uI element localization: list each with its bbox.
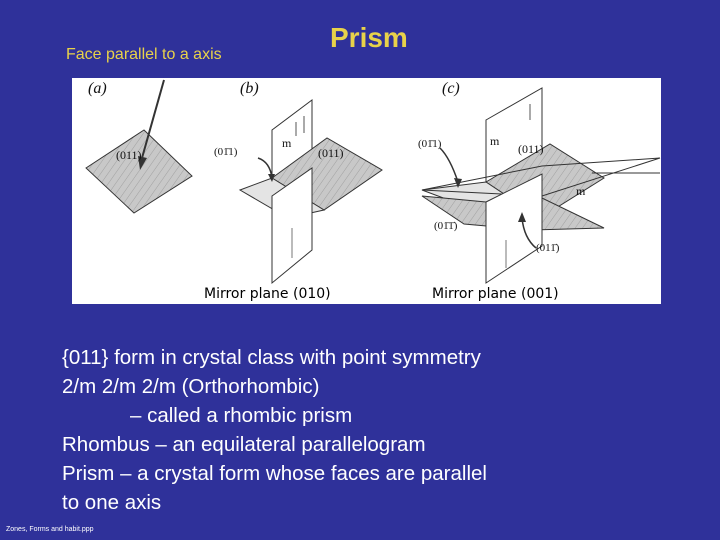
body-line: Rhombus – an equilateral parallelogram [62, 433, 426, 456]
face-label-c-bottom-left: (01̄1̄) [434, 220, 458, 232]
mirror-label-c-right: m [576, 184, 586, 198]
body-line: 2/m 2/m 2/m (Orthorhombic) [62, 375, 320, 398]
body-line: – called a rhombic prism [130, 404, 353, 427]
body-line: {011} form in crystal class with point symmetry [62, 346, 481, 369]
panel-a-diagram [86, 80, 192, 213]
face-011-a [86, 130, 192, 213]
panel-label-a: (a) [88, 80, 107, 97]
face-label-b: (011) [318, 146, 344, 160]
face-label-c-bottom-right: (011̄) [536, 242, 560, 254]
body-text [62, 343, 682, 517]
mirror-plane-010-label: Mirror plane (010) [204, 286, 331, 302]
panel-label-c: (c) [442, 80, 460, 97]
face-label-a: (011) [116, 148, 142, 162]
prism-figure [72, 78, 661, 304]
body-line: Prism – a crystal form whose faces are parallel [62, 462, 487, 485]
panel-b-diagram [240, 100, 382, 283]
face-label-b-bar: (01̄1) [214, 146, 238, 158]
mirror-label-c-top: m [490, 134, 500, 148]
slide-title: Prism [330, 22, 408, 53]
face-label-c: (011) [518, 142, 544, 156]
mirror-plane-001-label: Mirror plane (001) [432, 286, 559, 302]
face-parallel-caption: Face parallel to a axis [66, 46, 222, 63]
arrow-c-top-icon [440, 148, 458, 182]
panel-label-b: (b) [240, 80, 259, 97]
body-line: to one axis [62, 491, 162, 514]
mirror-label-b: m [282, 136, 292, 150]
prism-diagram [72, 78, 661, 304]
footer-filename: Zones, Forms and habit.ppp [6, 526, 94, 533]
face-label-c-bar-top: (01̄1) [418, 138, 442, 150]
